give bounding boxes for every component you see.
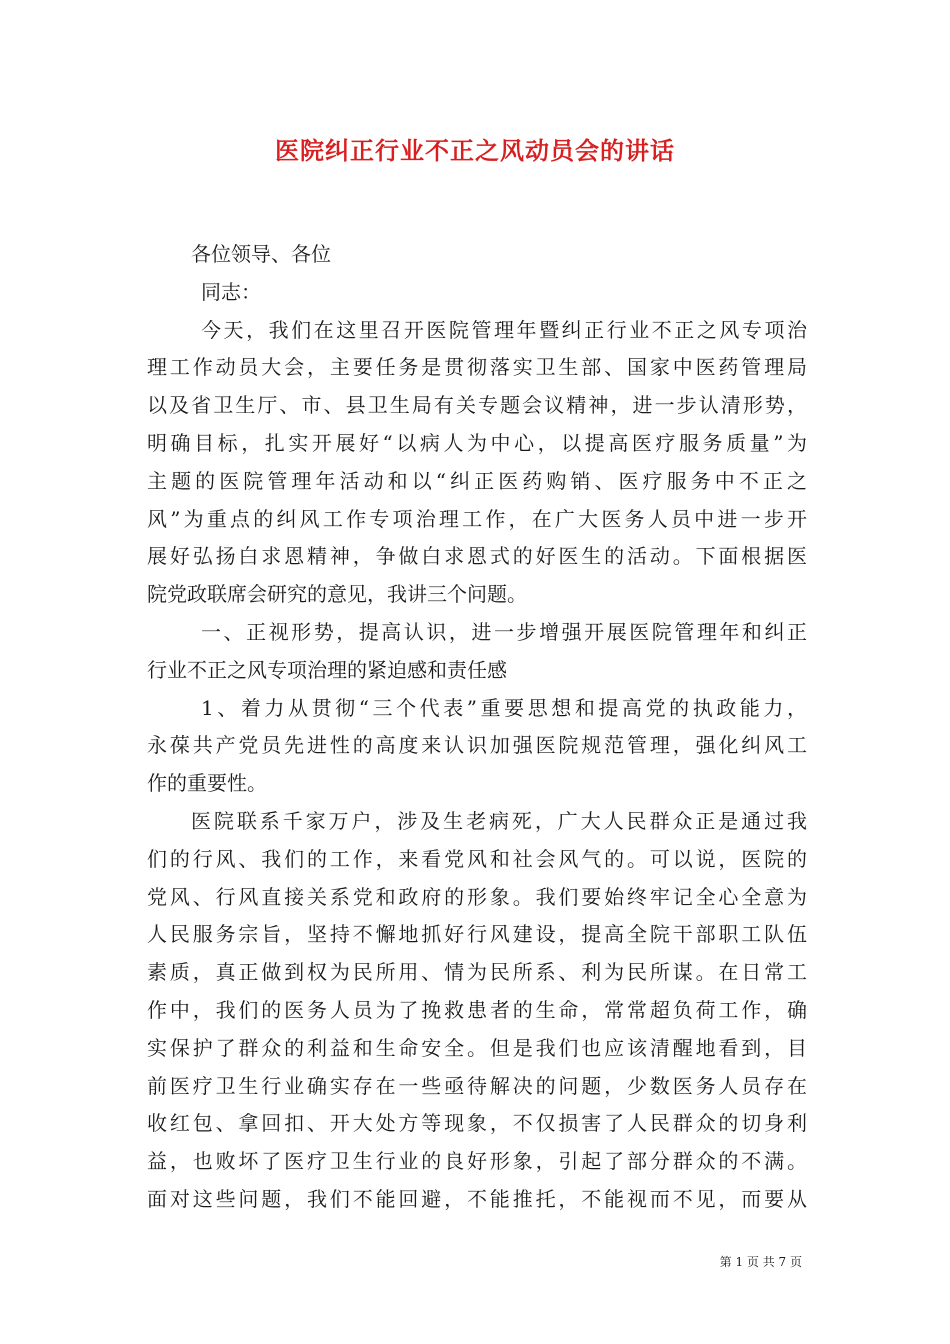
body-line: 永葆共产党员先进性的高度来认识加强医院规范管理，强化纠风工 <box>147 733 807 758</box>
page-footer: 第 1 页 共 7 页 <box>719 1255 802 1269</box>
body-line: 展好弘扬白求恩精神，争做白求恩式的好医生的活动。下面根据医 <box>147 544 807 569</box>
document-body <box>147 236 807 1219</box>
body-line: 同志： <box>201 279 261 304</box>
body-line: 主题的医院管理年活动和以“纠正医药购销、医疗服务中不正之 <box>147 468 807 493</box>
body-line: 以及省卫生厅、市、县卫生局有关专题会议精神，进一步认清形势， <box>147 393 807 418</box>
body-line: 医院联系千家万户，涉及生老病死，广大人民群众正是通过我 <box>191 808 807 833</box>
body-line: 明确目标，扎实开展好“以病人为中心，以提高医疗服务质量”为 <box>147 430 807 455</box>
body-line: 院党政联席会研究的意见，我讲三个问题。 <box>147 582 527 607</box>
body-line: 收红包、拿回扣、开大处方等现象，不仅损害了人民群众的切身利 <box>147 1111 807 1136</box>
body-line: 益，也败坏了医疗卫生行业的良好形象，引起了部分群众的不满。 <box>147 1149 807 1174</box>
body-line: 实保护了群众的利益和生命安全。但是我们也应该清醒地看到，目 <box>147 1035 807 1060</box>
body-line: 作中，我们的医务人员为了挽救患者的生命，常常超负荷工作，确 <box>147 997 807 1022</box>
body-line: 面对这些问题，我们不能回避，不能推托，不能视而不见，而要从 <box>147 1186 807 1211</box>
body-line: 理工作动员大会，主要任务是贯彻落实卫生部、国家中医药管理局 <box>147 355 807 380</box>
body-line: 们的行风、我们的工作，来看党风和社会风气的。可以说，医院的 <box>147 846 807 871</box>
body-line: 1、着力从贯彻“三个代表”重要思想和提高党的执政能力， <box>201 695 807 720</box>
body-line: 今天，我们在这里召开医院管理年暨纠正行业不正之风专项治 <box>201 317 807 342</box>
body-line: 一、正视形势，提高认识，进一步增强开展医院管理年和纠正 <box>201 619 807 644</box>
body-line: 人民服务宗旨，坚持不懈地抓好行风建设，提高全院干部职工队伍 <box>147 922 807 947</box>
document-title: 医院纠正行业不正之风动员会的讲话 <box>275 136 675 165</box>
body-line: 素质，真正做到权为民所用、情为民所系、利为民所谋。在日常工 <box>147 960 807 985</box>
body-line: 行业不正之风专项治理的紧迫感和责任感 <box>147 657 507 682</box>
body-line: 作的重要性。 <box>147 771 267 796</box>
body-line: 风”为重点的纠风工作专项治理工作，在广大医务人员中进一步开 <box>147 506 807 531</box>
body-line: 党风、行风直接关系党和政府的形象。我们要始终牢记全心全意为 <box>147 884 807 909</box>
body-line: 前医疗卫生行业确实存在一些亟待解决的问题，少数医务人员存在 <box>147 1073 807 1098</box>
body-line: 各位领导、各位 <box>191 242 331 266</box>
